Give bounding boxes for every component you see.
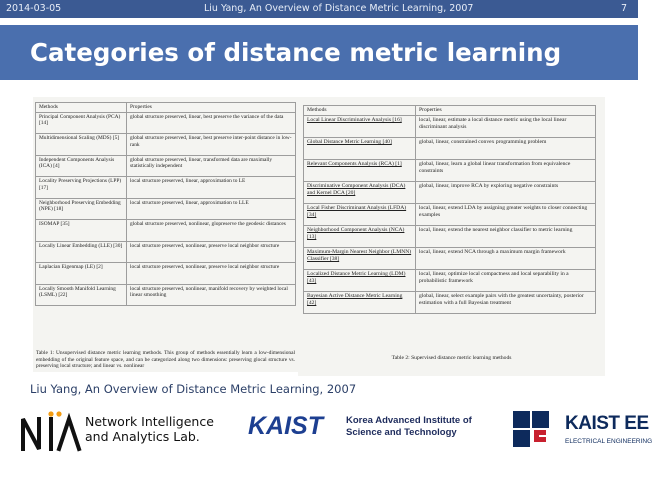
- table2-header-row: [304, 106, 596, 116]
- kaist-ee-title: KAIST EE: [565, 413, 649, 434]
- table-row: [304, 226, 596, 248]
- method-cell: Discriminative Component Analysis (DCA) and Kernel DCA [20]: [304, 182, 416, 204]
- method-cell: Global Distance Metric Learning [40]: [304, 138, 416, 160]
- properties-cell: global, linear, select example pairs with the greatest uncertainty, posterior estimation with a full Bayesian treatment: [416, 292, 596, 314]
- table2-col-properties: Properties: [416, 106, 596, 116]
- nia-line2: and Analytics Lab.: [85, 429, 200, 444]
- method-cell: Independent Components Analysis (ICA) [4]: [36, 155, 127, 177]
- table2: [303, 105, 596, 314]
- properties-cell: global structure preserved, linear, best preserve inter-point distance in low-rank: [127, 134, 296, 156]
- method-cell: Multidimensional Scaling (MDS) [5]: [36, 134, 127, 156]
- properties-cell: local structure preserved, linear, approximation to LLE: [127, 198, 296, 220]
- properties-cell: local, linear, extend NCA through a maximum margin framework: [416, 248, 596, 270]
- table-row: [36, 263, 296, 285]
- table-row: [304, 248, 596, 270]
- method-cell: Laplacian Eigenmap (LE) [2]: [36, 263, 127, 285]
- slide-title: Categories of distance metric learning: [0, 25, 638, 80]
- table1-header-row: [36, 103, 296, 113]
- slide-date: 2014-03-05: [6, 3, 62, 14]
- properties-cell: local structure preserved, nonlinear, manifold recovery by weighted local linear smoothing: [127, 284, 296, 306]
- table2-panel: [298, 97, 605, 376]
- properties-cell: global, linear, learn a global linear transformation from equivalence constraints: [416, 160, 596, 182]
- properties-cell: local, linear, extend LDA by assigning greater weights to closer connecting examples: [416, 204, 596, 226]
- nia-logo: [19, 411, 81, 453]
- table-row: [304, 182, 596, 204]
- method-cell: Localized Distance Metric Learning (LDM) [43]: [304, 270, 416, 292]
- method-cell: Neighborhood Component Analysis (NCA) [13]: [304, 226, 416, 248]
- table-row: [304, 270, 596, 292]
- citation: Liu Yang, An Overview of Distance Metric Learning, 2007: [30, 382, 357, 396]
- table-row: [36, 220, 296, 242]
- method-cell: Local Linear Discriminative Analysis [16]: [304, 116, 416, 138]
- table-row: [36, 198, 296, 220]
- properties-cell: global, linear, constrained convex programming problem: [416, 138, 596, 160]
- kaist-line1: Korea Advanced Institute of: [346, 415, 472, 426]
- table2-col-methods: Methods: [304, 106, 416, 116]
- table-row: [304, 204, 596, 226]
- nia-lab-name: [85, 414, 214, 444]
- table-row: [304, 292, 596, 314]
- kaist-name: [346, 415, 472, 439]
- table1-col-properties: Properties: [127, 103, 296, 113]
- top-bar: [0, 0, 638, 18]
- properties-cell: local, linear, optimize local compactness and local separability in a probabilistic framework: [416, 270, 596, 292]
- kaist-wordmark: KAIST: [248, 412, 323, 440]
- properties-cell: global, linear, improve RCA by exploring negative constraints: [416, 182, 596, 204]
- kaist-line2: Science and Technology: [346, 427, 457, 438]
- method-cell: Neighborhood Preserving Embedding (NPE) [18]: [36, 198, 127, 220]
- table1-panel: [33, 97, 299, 372]
- table1-col-methods: Methods: [36, 103, 127, 113]
- method-cell: Maximum-Margin Nearest Neighbor (LMNN) Classifier [38]: [304, 248, 416, 270]
- properties-cell: global structure preserved, nonlinear, glopreserve the geodesic distances: [127, 220, 296, 242]
- table1: [35, 102, 296, 306]
- table-row: [304, 116, 596, 138]
- properties-cell: global structure preserved, linear, transformed data are maximally statistically independent: [127, 155, 296, 177]
- method-cell: Locally Smooth Manifold Learning (LSML) [22]: [36, 284, 127, 306]
- method-cell: Bayesian Active Distance Metric Learning [42]: [304, 292, 416, 314]
- properties-cell: local structure preserved, nonlinear, preserve local neighbor structure: [127, 263, 296, 285]
- table-row: [36, 284, 296, 306]
- slide-reference: Liu Yang, An Overview of Distance Metric Learning, 2007: [204, 3, 474, 14]
- properties-cell: local, linear, estimate a local distance metric using the local linear discriminant analysis: [416, 116, 596, 138]
- properties-cell: local, linear, extend the nearest neighbor classifier to metric learning: [416, 226, 596, 248]
- method-cell: ISOMAP [35]: [36, 220, 127, 242]
- properties-cell: global structure preserved, linear, best preserve the variance of the data: [127, 112, 296, 134]
- table-row: [36, 241, 296, 263]
- nia-line1: Network Intelligence: [85, 414, 214, 429]
- method-cell: Relevant Components Analysis (RCA) [1]: [304, 160, 416, 182]
- table-row: [36, 177, 296, 199]
- properties-cell: local structure preserved, linear, approximation to LE: [127, 177, 296, 199]
- method-cell: Local Fisher Discriminant Analysis (LFDA) [34]: [304, 204, 416, 226]
- table-row: [36, 155, 296, 177]
- method-cell: Principal Component Analysis (PCA) [14]: [36, 112, 127, 134]
- table-row: [304, 160, 596, 182]
- table1-caption: Table 1: Unsupervised distance metric learning methods. This group of methods essentially learn a low-dimensional embedding of the original feature space, and can be categorized along two dimensions: preserving glocal structure vs. preserving local structure; and linear vs. nonlinear: [36, 350, 295, 370]
- table2-caption: Table 2: Supervised distance metric learning methods: [391, 355, 512, 361]
- method-cell: Locality Preserving Projections (LPP) [17]: [36, 177, 127, 199]
- kaist-ee-subtitle: ELECTRICAL ENGINEERING: [565, 438, 652, 445]
- kaist-ee-logo-mark: [513, 411, 561, 447]
- table-row: [304, 138, 596, 160]
- properties-cell: local structure preserved, nonlinear, preserve local neighbor structure: [127, 241, 296, 263]
- method-cell: Locally Linear Embedding (LLE) [30]: [36, 241, 127, 263]
- table-row: [36, 134, 296, 156]
- table-row: [36, 112, 296, 134]
- slide-number: 7: [621, 3, 628, 14]
- kaist-logo: [248, 412, 340, 440]
